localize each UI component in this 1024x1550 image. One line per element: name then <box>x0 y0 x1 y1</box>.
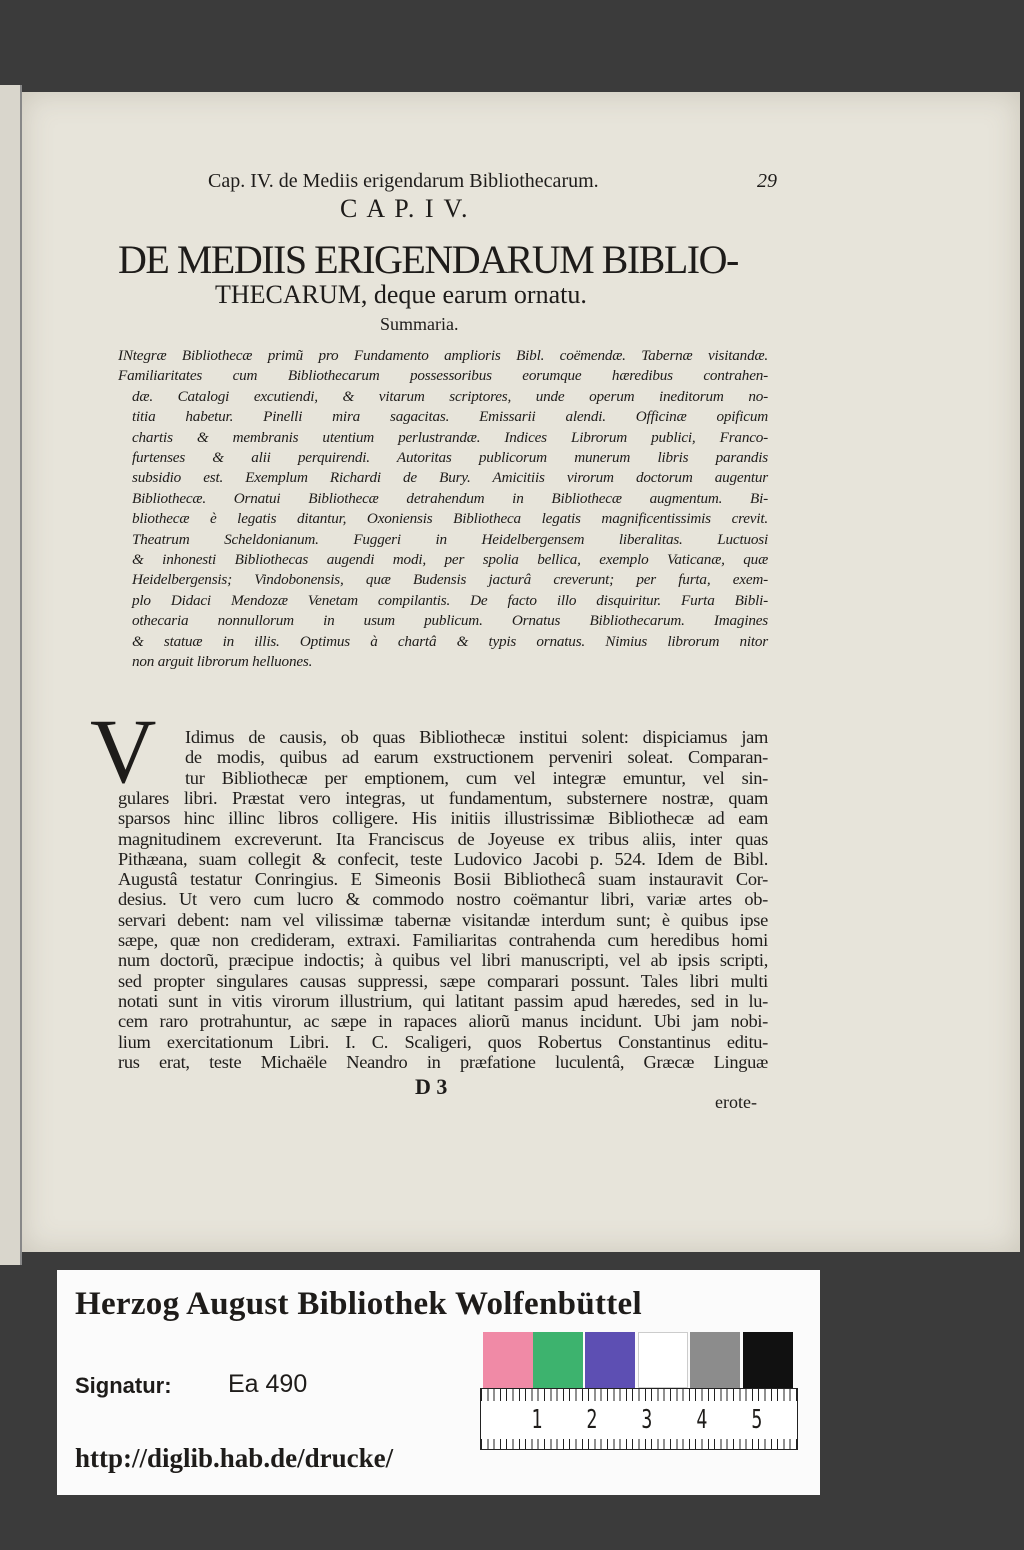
color-patch <box>483 1332 533 1388</box>
body-line: sæpe, quæ non credideram, extraxi. Familiaritas contrahenda cum heredibus homi <box>118 930 768 950</box>
ruler-number: 3 <box>641 1405 653 1435</box>
chapter-title-line1: DE MEDIIS ERIGENDARUM BIBLIO- <box>118 237 738 282</box>
body-line: sparsos hinc illinc libros colligere. His initiis illustrissimæ Bibliothecæ ad eam <box>118 808 768 829</box>
summary-line: bliothecæ è legatis ditantur, Oxoniensis Bibliotheca legatis magnificentissimis crevit. <box>132 510 768 528</box>
ruler-number: 4 <box>696 1405 708 1435</box>
chapter-title-line2: THECARUM, deque earum ornatu. <box>215 280 587 309</box>
signatur-label: Signatur: <box>75 1373 172 1398</box>
signature-mark: D 3 <box>415 1074 448 1099</box>
running-title: Cap. IV. de Mediis erigendarum Bibliothecarum. <box>208 170 599 192</box>
body-line: num doctorũ, præcipue indoctis; à quibus vel libri manuscripti, vel ab ipsis scripti, <box>118 950 768 971</box>
summary-line: subsidio est. Exemplum Richardi de Bury. Amicitiis virorum doctorum augentur <box>132 469 768 487</box>
drop-cap: V <box>90 700 157 802</box>
color-patch <box>743 1332 793 1388</box>
summary-line: & statuæ in illis. Optimus à chartâ & typis ornatus. Nimius librorum nitor <box>132 632 768 650</box>
summary-line: plo Didaci Mendozæ Venetam compilantis. De facto illo disquiritur. Furta Bibli- <box>132 591 768 609</box>
color-patch <box>638 1332 688 1388</box>
scale-ruler <box>480 1388 798 1450</box>
body-line: magnitudinem excreverunt. Ita Franciscus de Joyeuse ex tribus aliis, inter quas <box>118 828 768 849</box>
body-line: cem raro protrahuntur, ac sæpe in rapaces aliorũ manus incidunt. Ubi jam nobi- <box>118 1011 768 1032</box>
body-line: tur Bibliothecæ per emptionem, cum vel integræ emuntur, vel sin- <box>185 767 768 788</box>
summary-line: chartis & membranis utentium perlustrandæ. Indices Librorum publici, Franco- <box>132 428 768 446</box>
previous-page-edge <box>0 85 22 1265</box>
summaria-heading: Summaria. <box>380 314 459 334</box>
color-patch <box>533 1332 583 1388</box>
summary-line: Familiaritates cum Bibliothecarum possessoribus eorumque hæredibus contrahen- <box>118 367 768 385</box>
library-url[interactable]: http://diglib.hab.de/drucke/ <box>75 1443 394 1473</box>
body-line: servari debent: nam vel vilissimæ tabernæ visitandæ interdum sunt; è quibus ipse <box>118 909 768 930</box>
ruler-number: 2 <box>586 1405 598 1435</box>
summary-line: Bibliothecæ. Ornatui Bibliothecæ detrahendum in Bibliothecæ augmentum. Bi- <box>132 489 768 507</box>
summary-line: titia habetur. Pinelli mira sagacitas. Emissarii alendi. Officinæ opificum <box>132 408 768 426</box>
summary-line: & inhonesti Bibliothecas augendi modi, per spolia bellica, exemplo Vaticanæ, quæ <box>132 551 768 568</box>
chapter-label: C A P. I V. <box>340 194 470 223</box>
body-line: de modis, quibus ad earum exstructionem perveniri soleat. Comparan- <box>185 747 768 768</box>
body-line: sed propter singulares causas suppressi, sæpe comparari possunt. Tales libri multi <box>118 970 768 991</box>
summary-line: dæ. Catalogi excutiendi, & vitarum scriptores, unde operum ineditorum no- <box>132 387 768 405</box>
summary-line: non arguit librorum helluones. <box>132 653 313 670</box>
body-line: gulares libri. Præstat vero integras, ut fundamentum, substernere nostræ, quam <box>118 787 768 808</box>
summary-line: othecaria nonnullorum in usum publicum. Ornatus Bibliothecarum. Imagines <box>132 612 768 630</box>
ruler-number: 1 <box>531 1405 543 1435</box>
color-patch <box>585 1332 635 1388</box>
summary-line: INtegræ Bibliothecæ primũ pro Fundamento amplioris Bibl. coëmendæ. Tabernæ visitandæ. <box>118 347 768 364</box>
body-line: desius. Ut vero cum lucro & commodo nostro coëmantur libri, variæ artes ob- <box>118 889 768 910</box>
summary-line: Heidelbergensis; Vindobonensis, quæ Budensis jacturâ creverunt; per furta, exem- <box>132 571 768 589</box>
summary-line: furtenses & alii perquirendi. Autoritas publicorum munerum libris parandis <box>132 449 768 466</box>
library-name: Herzog August Bibliothek Wolfenbüttel <box>75 1286 642 1322</box>
body-line: rus erat, teste Michaële Neandro in præfatione luculentâ, Græcæ Linguæ <box>118 1051 768 1072</box>
body-line: notati sunt in vitis virorum illustrium, qui latitant passim apud hæredes, sed in lu- <box>118 990 768 1011</box>
body-line: lium exercitationum Libri. I. C. Scaligeri, quos Robertus Constantinus editu- <box>118 1031 768 1052</box>
page-number: 29 <box>757 170 777 192</box>
body-line: Idimus de causis, ob quas Bibliothecæ institui solent: dispiciamus jam <box>185 727 768 747</box>
catchword: erote- <box>715 1092 757 1112</box>
signatur-value: Ea 490 <box>228 1370 308 1398</box>
ruler-number: 5 <box>751 1405 763 1435</box>
summary-line: Theatrum Scheldonianum. Fuggeri in Heidelbergensem liberalitas. Luctuosi <box>132 530 768 548</box>
body-line: Augustâ testatur Conringius. E Simeonis Bosii Bibliothecâ suam instauravit Cor- <box>118 869 768 890</box>
color-patch <box>690 1332 740 1388</box>
body-line: Pithæana, suam collegit & confecit, teste Ludovico Jacobi p. 524. Idem de Bibl. <box>118 848 768 869</box>
